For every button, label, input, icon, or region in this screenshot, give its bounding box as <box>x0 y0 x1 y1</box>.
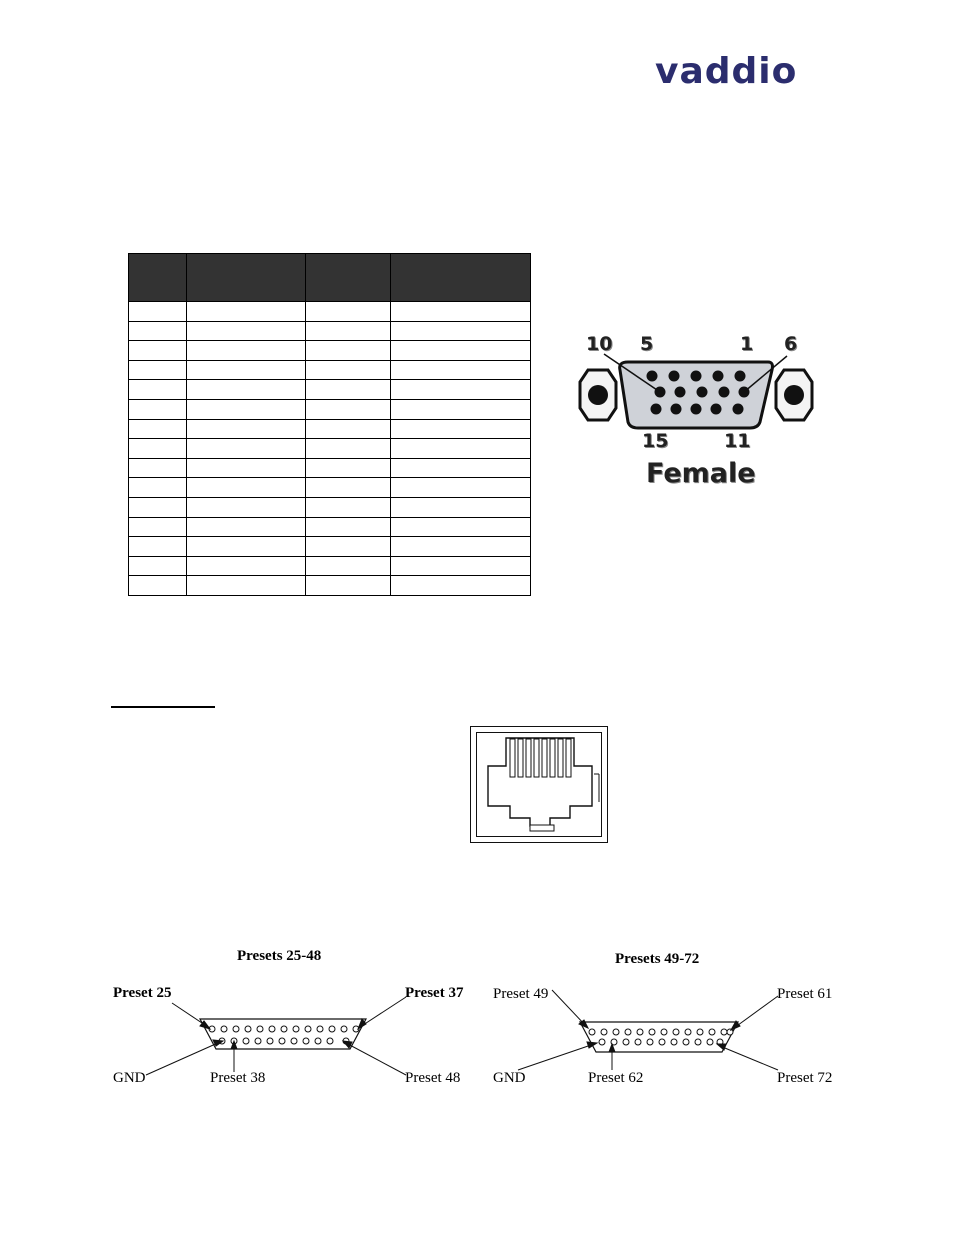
db25-left-label-bottom-mid: Preset 38 <box>210 1070 266 1086</box>
hd15-pin-label-1: 1 <box>740 333 754 355</box>
table-cell <box>306 478 391 498</box>
table-cell <box>306 517 391 537</box>
table-header-cell <box>187 254 306 302</box>
table-cell <box>129 380 187 400</box>
hd15-connector-diagram <box>578 330 818 500</box>
table-cell <box>187 360 306 380</box>
table-cell <box>306 556 391 576</box>
table-cell <box>391 419 531 439</box>
db25-right-label-gnd: GND <box>493 1070 526 1086</box>
table-cell <box>391 537 531 557</box>
rj45-connector-svg <box>470 726 608 843</box>
table-cell <box>129 576 187 596</box>
table-cell <box>391 576 531 596</box>
table-cell <box>187 419 306 439</box>
table-row <box>129 380 531 400</box>
table-cell <box>129 458 187 478</box>
hd15-pin-label-6: 6 <box>784 333 798 355</box>
table-cell <box>391 478 531 498</box>
table-cell <box>129 302 187 322</box>
hd15-pin-label-5: 5 <box>640 333 654 355</box>
table-row <box>129 517 531 537</box>
rj45-connector-diagram <box>470 726 608 843</box>
table-cell <box>391 360 531 380</box>
table-cell <box>391 341 531 361</box>
hd15-pin-label-10: 10 <box>586 333 613 355</box>
table-cell <box>129 517 187 537</box>
table-cell <box>391 380 531 400</box>
table-cell <box>306 537 391 557</box>
table-cell <box>187 341 306 361</box>
table-cell <box>306 497 391 517</box>
table-cell <box>391 302 531 322</box>
db25-right-title: Presets 49-72 <box>615 951 700 967</box>
table-cell <box>129 341 187 361</box>
table-row <box>129 439 531 459</box>
table-cell <box>306 360 391 380</box>
db25-left-label-top-left: Preset 25 <box>113 985 172 1001</box>
table-cell <box>306 399 391 419</box>
table-cell <box>391 321 531 341</box>
db25-presets-49-72 <box>490 948 870 1098</box>
table-cell <box>306 302 391 322</box>
table-cell <box>187 321 306 341</box>
table-cell <box>129 399 187 419</box>
table-row <box>129 360 531 380</box>
table-row <box>129 576 531 596</box>
screw-right <box>776 370 812 420</box>
table-cell <box>391 399 531 419</box>
table-cell <box>187 517 306 537</box>
table-cell <box>187 302 306 322</box>
table-row <box>129 458 531 478</box>
brand-logo-text: vaddio <box>655 51 798 92</box>
table-header-row <box>129 254 531 302</box>
table-cell <box>187 478 306 498</box>
table-cell <box>306 380 391 400</box>
table-cell <box>187 439 306 459</box>
table-row <box>129 321 531 341</box>
db25-left-label-bottom-right: Preset 48 <box>405 1070 461 1086</box>
table-cell <box>187 380 306 400</box>
db25-presets-25-48 <box>110 945 490 1095</box>
db25-right-label-bottom-mid: Preset 62 <box>588 1070 644 1086</box>
db25-right-label-top-left: Preset 49 <box>493 986 549 1002</box>
table-row <box>129 556 531 576</box>
table-header-cell <box>129 254 187 302</box>
table-cell <box>129 321 187 341</box>
table-cell <box>187 556 306 576</box>
table-cell <box>187 576 306 596</box>
brand-logo <box>655 52 855 92</box>
table-cell <box>391 439 531 459</box>
rj45-latch <box>530 825 554 831</box>
table-row <box>129 537 531 557</box>
table-row <box>129 302 531 322</box>
db25-left-label-top-right: Preset 37 <box>405 985 464 1001</box>
table-cell <box>391 458 531 478</box>
screw-left <box>580 370 616 420</box>
table-row <box>129 419 531 439</box>
table-cell <box>129 439 187 459</box>
hd15-gender-label: Female <box>646 458 756 489</box>
table-header-cell <box>306 254 391 302</box>
db25-left-label-gnd: GND <box>113 1070 146 1086</box>
db25-right-label-top-right: Preset 61 <box>777 986 833 1002</box>
table-row <box>129 497 531 517</box>
table-cell <box>306 341 391 361</box>
hd15-pin-label-15: 15 <box>642 430 669 452</box>
table-cell <box>187 399 306 419</box>
section-heading-underline <box>111 706 215 708</box>
table-cell <box>187 458 306 478</box>
db25-left-title: Presets 25-48 <box>237 948 322 964</box>
table-cell <box>391 497 531 517</box>
table-cell <box>129 556 187 576</box>
table-cell <box>391 517 531 537</box>
table-row <box>129 399 531 419</box>
table-cell <box>129 419 187 439</box>
table-cell <box>391 556 531 576</box>
hd15-pin-label-11: 11 <box>724 430 751 452</box>
table-cell <box>187 497 306 517</box>
db25-right-label-bottom-right: Preset 72 <box>777 1070 833 1086</box>
table-cell <box>129 478 187 498</box>
table-cell <box>129 537 187 557</box>
table-cell <box>306 439 391 459</box>
table-row <box>129 341 531 361</box>
table-cell <box>306 419 391 439</box>
table-header-cell <box>391 254 531 302</box>
table-cell <box>306 321 391 341</box>
table-row <box>129 478 531 498</box>
table-cell <box>129 497 187 517</box>
table-cell <box>187 537 306 557</box>
table-cell <box>306 458 391 478</box>
table-cell <box>129 360 187 380</box>
table-cell <box>306 576 391 596</box>
pinout-table <box>128 253 531 596</box>
